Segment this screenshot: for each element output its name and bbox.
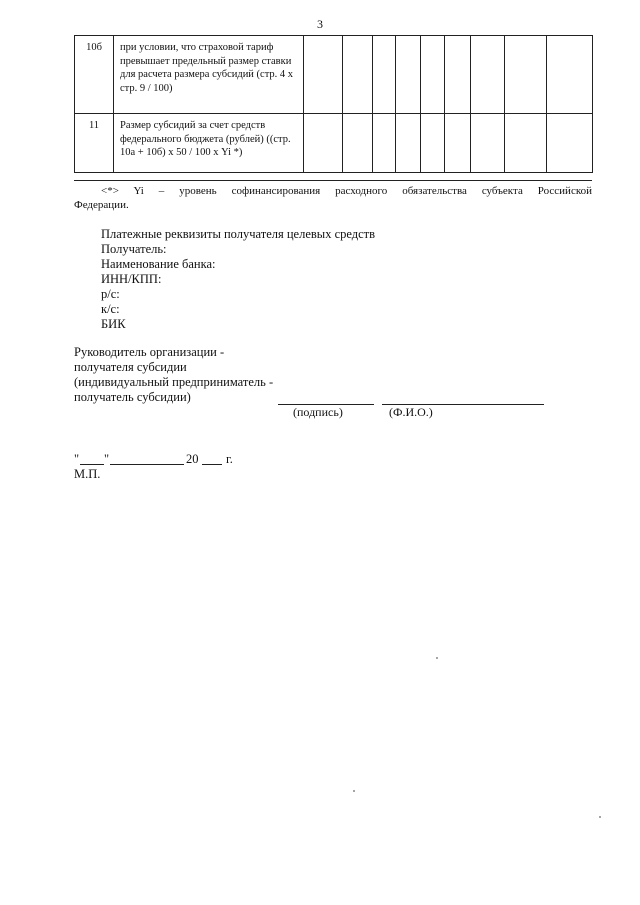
row-description: Размер субсидий за счет средств федерального бюджета (рублей) ((стр. 10а + 10б) х 50 / 100 х Yi *) [114,114,304,173]
scan-speck [436,657,438,659]
table-row [75,36,593,114]
recipient-label: Получатель: [101,242,167,256]
table-cell [471,114,505,173]
footnote-line: <*> Yi – уровень софинансирования расходного обязательства субъекта Российской [101,185,592,197]
row-number: 11 [75,114,114,173]
footnote [74,184,592,212]
signature-caption: (подпись) [293,405,343,419]
row-number: 10б [75,36,114,114]
stamp-label: М.П. [74,467,101,481]
account-label: р/с: [101,287,120,301]
table-cell [373,36,396,114]
table-cell [343,114,373,173]
table-cell [547,36,593,114]
table-cell [547,114,593,173]
inn-kpp-label: ИНН/КПП: [101,272,162,286]
table-cell [304,36,343,114]
table-cell [396,36,421,114]
table-cell [505,114,547,173]
bik-label: БИК [101,317,126,331]
table-row [75,114,593,173]
table-cell [471,36,505,114]
month-line [110,464,184,465]
table-cell [505,36,547,114]
table-cell [421,36,445,114]
signatory-title-line: (индивидуальный предприниматель - [74,375,274,389]
calculation-table [74,35,593,173]
table-cell [304,114,343,173]
scan-speck [599,816,601,818]
signatory-title-line: Руководитель организации - [74,345,225,359]
footnote-line: Федерации. [74,199,129,211]
row-description: при условии, что страховой тариф превышает предельный размер ставки для расчета размера субсидий (стр. 4 х стр. 9 / 100) [114,36,304,114]
name-caption: (Ф.И.О.) [389,405,433,419]
date-quote-close: " [104,452,110,466]
year-prefix: 20 [186,452,199,466]
signatory-title-line: получателя субсидии [74,360,187,374]
table-cell [445,114,471,173]
year-line [202,464,222,465]
corr-account-label: к/с: [101,302,120,316]
year-suffix: г. [226,452,233,466]
table-cell [396,114,421,173]
table-cell [445,36,471,114]
scan-speck [353,790,355,792]
page-number: 3 [317,17,323,31]
date-quote-open: " [74,452,80,466]
table-cell [421,114,445,173]
day-line [80,464,104,465]
table-cell [343,36,373,114]
footnote-separator [74,180,592,181]
bank-name-label: Наименование банка: [101,257,216,271]
table-cell [373,114,396,173]
signatory-title-line: получатель субсидии) [74,390,191,404]
requisites-title: Платежные реквизиты получателя целевых средств [101,227,376,241]
